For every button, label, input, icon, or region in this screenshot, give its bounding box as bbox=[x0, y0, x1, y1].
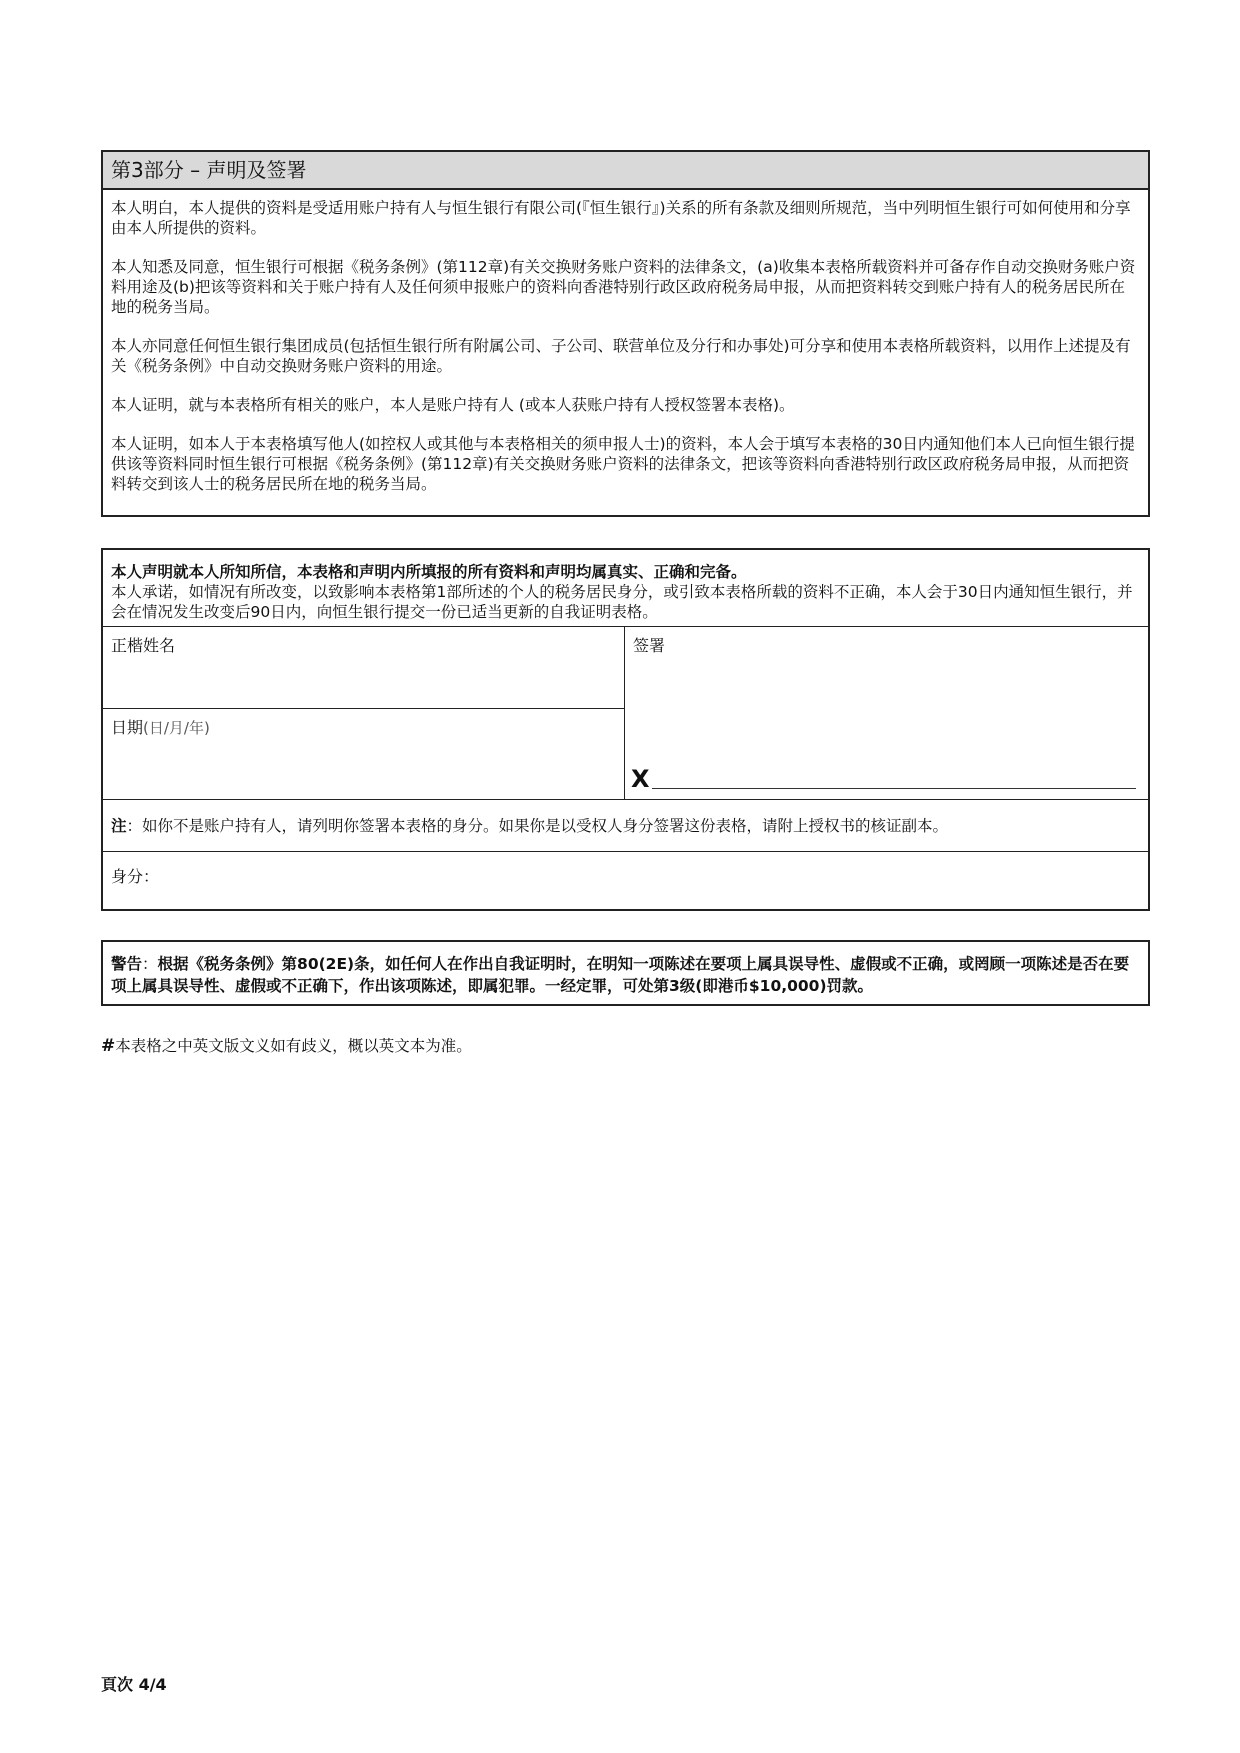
capacity-label: 身分： bbox=[111, 867, 160, 886]
paragraph-account-holder: 本人证明，就与本表格所有相关的账户，本人是账户持有人 (或本人获账户持有人授权签署本表格)。 bbox=[111, 396, 795, 414]
footnote-text: 本表格之中英文版文义如有歧义，概以英文本为准。 bbox=[115, 1037, 472, 1055]
paragraph-group-sharing: 本人亦同意任何恒生银行集团成员(包括恒生银行所有附属公司、子公司、联营单位及分行和办事处)可分享和使用本表格所载资料，以用作上述提及有关《税务条例》中自动交换财务账户资料的用途。 bbox=[111, 337, 1131, 375]
footnote bbox=[101, 1034, 472, 1056]
date-field[interactable] bbox=[103, 709, 625, 799]
date-label: 日期 bbox=[111, 718, 144, 737]
warning-colon: ： bbox=[142, 955, 158, 973]
signature-grid bbox=[103, 627, 1148, 800]
page-number: 頁次 4/4 bbox=[101, 1675, 167, 1694]
paragraph-consent-aeoi: 本人知悉及同意，恒生银行可根据《税务条例》(第112章)有关交换财务账户资料的法律条文，(a)收集本表格所载资料并可备存作自动交换财务账户资料用途及(b)把该等资料和关于账户持有人及任何须申报账户的资料向香港特别行政区政府税务局申报，从而把资料转交到账户持有人的税务居民所在地的税务当局。 bbox=[111, 258, 1136, 316]
paragraph-terms: 本人明白，本人提供的资料是受适用账户持有人与恒生银行有限公司(『恒生银行』)关系的所有条款及细则所规范，当中列明恒生银行可如何使用和分享由本人所提供的资料。 bbox=[111, 199, 1131, 237]
name-label: 正楷姓名 bbox=[111, 636, 176, 655]
signature-field[interactable] bbox=[625, 627, 1148, 799]
name-field[interactable] bbox=[103, 627, 625, 709]
part3-title: 第3部分 – 声明及签署 bbox=[103, 152, 1148, 190]
declaration-section bbox=[101, 548, 1150, 911]
warning-text: 根据《税务条例》第80(2E)条，如任何人在作出自我证明时，在明知一项陈述在要项上属具误导性、虚假或不正确，或罔顾一项陈述是否在要项上属具误导性、虚假或不正确下，作出该项陈述，即属犯罪。一经定罪，可处第3级(即港币$10,000)罚款。 bbox=[111, 955, 1130, 995]
footnote-mark: # bbox=[101, 1036, 116, 1056]
signature-x-mark: X bbox=[631, 765, 650, 793]
part3-paragraphs bbox=[103, 190, 1148, 494]
note-row bbox=[103, 800, 1148, 852]
date-format-hint: (日/月/年) bbox=[143, 719, 210, 737]
note-text: ：如你不是账户持有人，请列明你签署本表格的身分。如果你是以受权人身分签署这份表格，请附上授权书的核证副本。 bbox=[126, 817, 949, 835]
signature-label: 签署 bbox=[633, 636, 666, 655]
note-prefix: 注 bbox=[111, 817, 127, 835]
paragraph-notify-others: 本人证明，如本人于本表格填写他人(如控权人或其他与本表格相关的须申报人士)的资料，本人会于填写本表格的30日内通知他们本人已向恒生银行提供该等资料同时恒生银行可根据《税务条例》(第112章)有关交换财务账户资料的法律条文，把该等资料向香港特别行政区政府税务局申报，从而把资料转交到该人士的税务居民所在地的税务当局。 bbox=[111, 435, 1135, 493]
declaration-bold-line: 本人声明就本人所知所信，本表格和声明内所填报的所有资料和声明均属真实、正确和完备。 bbox=[111, 563, 747, 581]
capacity-field[interactable] bbox=[103, 852, 1148, 887]
signature-line bbox=[652, 788, 1136, 789]
declaration-undertaking: 本人承诺，如情况有所改变，以致影响本表格第1部所述的个人的税务居民身分，或引致本表格所载的资料不正确，本人会于30日内通知恒生银行，并会在情况发生改变后90日内，向恒生银行提交一份已适当更新的自我证明表格。 bbox=[111, 583, 1133, 621]
warning-prefix: 警告 bbox=[111, 955, 143, 973]
part3-section bbox=[101, 150, 1150, 517]
warning-box bbox=[101, 940, 1150, 1006]
declaration-text bbox=[103, 550, 1148, 627]
